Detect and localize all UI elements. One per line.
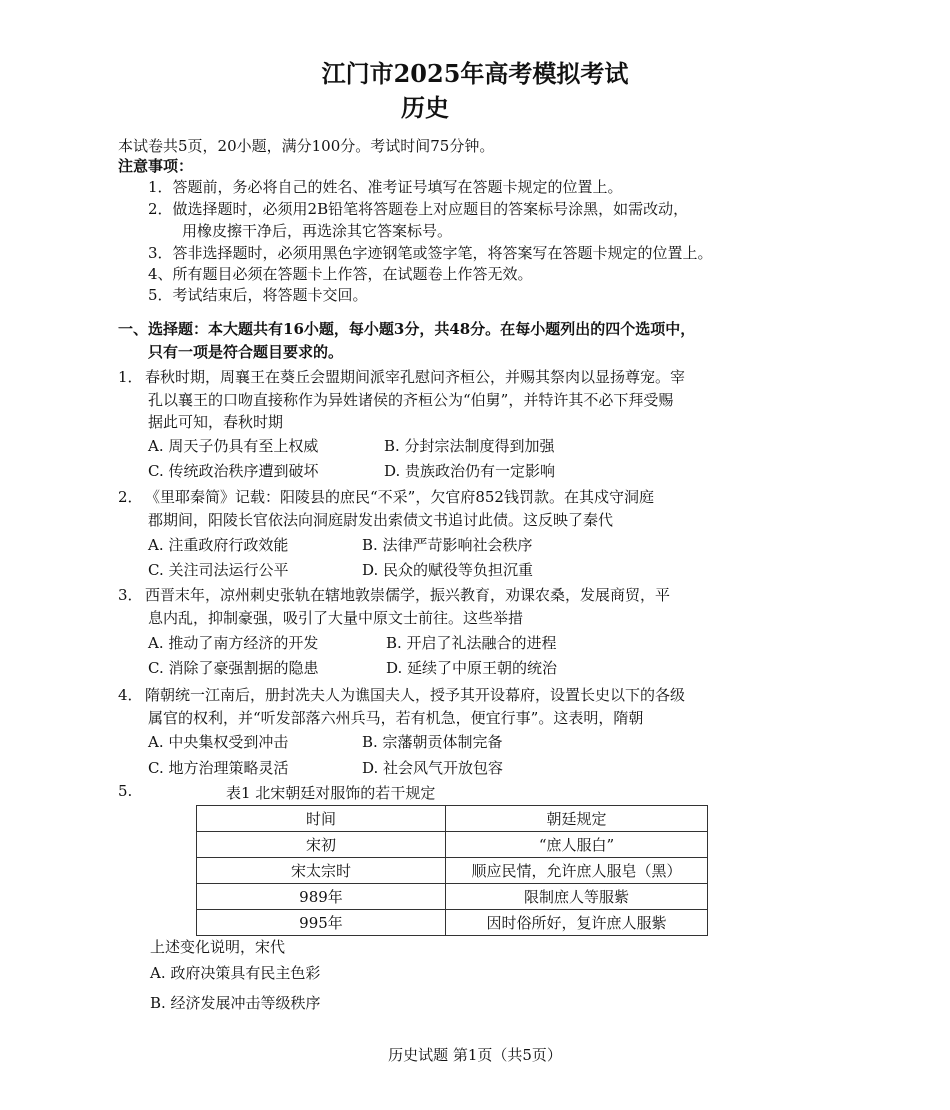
notice-item: 2．做选择题时，必须用2B铅笔将答题卷上对应题目的答案标号涂黑，如需改动， [148, 200, 689, 218]
table-cell: 989年 [197, 884, 446, 910]
question-number: 3． [118, 586, 143, 604]
question-stem: 息内乱，抑制豪强，吸引了大量中原文士前往。这些举措 [148, 609, 524, 627]
regulation-table [196, 805, 708, 936]
option-b: B. 开启了礼法融合的进程 [386, 634, 557, 652]
option-a: A. 中央集权受到冲击 [148, 733, 289, 751]
notice-item: 3．答非选择题时，必须用黑色字迹钢笔或签字笔，将答案写在答题卡规定的位置上。 [148, 244, 713, 262]
option-d: D. 贵族政治仍有一定影响 [384, 462, 556, 480]
question-number: 5. [118, 782, 133, 800]
option-a: A. 推动了南方经济的开发 [148, 634, 319, 652]
option-a: A. 周天子仍具有至上权威 [148, 437, 319, 455]
table-header-cell: 朝廷规定 [446, 806, 708, 832]
question-number: 1． [118, 368, 143, 386]
option-b: B. 法律严苛影响社会秩序 [362, 536, 533, 554]
table-row [197, 910, 708, 936]
table-header-row [197, 806, 708, 832]
table-cell: 宋初 [197, 832, 446, 858]
table-cell: 995年 [197, 910, 446, 936]
option-b: B. 分封宗法制度得到加强 [384, 437, 555, 455]
section-heading-cont: 只有一项是符合题目要求的。 [148, 343, 344, 361]
question-number: 2． [118, 488, 143, 506]
table-row [197, 832, 708, 858]
exam-title: 江门市2025年高考模拟考试 [321, 59, 629, 88]
table-cell: 因时俗所好，复许庶人服紫 [446, 910, 708, 936]
option-c: C. 关注司法运行公平 [148, 561, 289, 579]
table-cell: 顺应民情，允许庶人服皂（黑） [446, 858, 708, 884]
notice-heading: 注意事项： [118, 157, 194, 175]
question-stem: 西晋末年，凉州刺史张轨在辖地敦崇儒学，振兴教育，劝课农桑，发展商贸，平 [145, 586, 671, 604]
option-a: A. 政府决策具有民主色彩 [150, 964, 321, 982]
question-stem: 《里耶秦简》记载：阳陵县的庶民“不采”，欠官府852钱罚款。在其戍守洞庭 [145, 488, 654, 506]
question-stem: 属官的权利，并“听发部落六州兵马，若有机急，便宜行事”。这表明，隋朝 [148, 709, 644, 727]
table-row [197, 858, 708, 884]
question-stem: 上述变化说明，宋代 [150, 938, 286, 956]
option-d: D. 社会风气开放包容 [362, 759, 504, 777]
question-stem: 据此可知，春秋时期 [148, 413, 284, 431]
table-row [197, 884, 708, 910]
question-number: 4． [118, 686, 143, 704]
question-stem: 孔以襄王的口吻直接称作为异姓诸侯的齐桓公为“伯舅”，并特许其不必下拜受赐 [148, 391, 674, 409]
subject-title: 历史 [401, 93, 449, 122]
table-cell: 限制庶人等服紫 [446, 884, 708, 910]
option-c: C. 地方治理策略灵活 [148, 759, 289, 777]
question-stem: 隋朝统一江南后，册封冼夫人为谯国夫人，授予其开设幕府，设置长史以下的各级 [145, 686, 686, 704]
notice-item: 1．答题前，务必将自己的姓名、准考证号填写在答题卡规定的位置上。 [148, 178, 623, 196]
table-header-cell: 时间 [197, 806, 446, 832]
table-cell: “庶人服白” [446, 832, 708, 858]
option-b: B. 宗藩朝贡体制完备 [362, 733, 503, 751]
notice-item: 4、所有题目必须在答题卡上作答，在试题卷上作答无效。 [148, 265, 533, 283]
table-caption: 表1 北宋朝廷对服饰的若干规定 [226, 784, 436, 802]
page-footer: 历史试题 第1页（共5页） [388, 1046, 562, 1064]
notice-item: 用橡皮擦干净后，再选涂其它答案标号。 [182, 222, 453, 240]
exam-intro: 本试卷共5页，20小题，满分100分。考试时间75分钟。 [118, 137, 495, 155]
option-c: C. 消除了豪强割据的隐患 [148, 659, 319, 677]
table-cell: 宋太宗时 [197, 858, 446, 884]
option-d: D. 民众的赋役等负担沉重 [362, 561, 534, 579]
option-c: C. 传统政治秩序遭到破坏 [148, 462, 319, 480]
notice-item: 5．考试结束后，将答题卡交回。 [148, 286, 368, 304]
option-b: B. 经济发展冲击等级秩序 [150, 994, 321, 1012]
section-heading: 一、选择题：本大题共有16小题，每小题3分，共48分。在每小题列出的四个选项中， [118, 320, 696, 338]
question-stem: 春秋时期，周襄王在葵丘会盟期间派宰孔慰问齐桓公，并赐其祭肉以显扬尊宠。宰 [145, 368, 686, 386]
question-stem: 郡期间，阳陵长官依法向洞庭尉发出索债文书追讨此债。这反映了秦代 [148, 511, 614, 529]
option-a: A. 注重政府行政效能 [148, 536, 289, 554]
option-d: D. 延续了中原王朝的统治 [386, 659, 558, 677]
